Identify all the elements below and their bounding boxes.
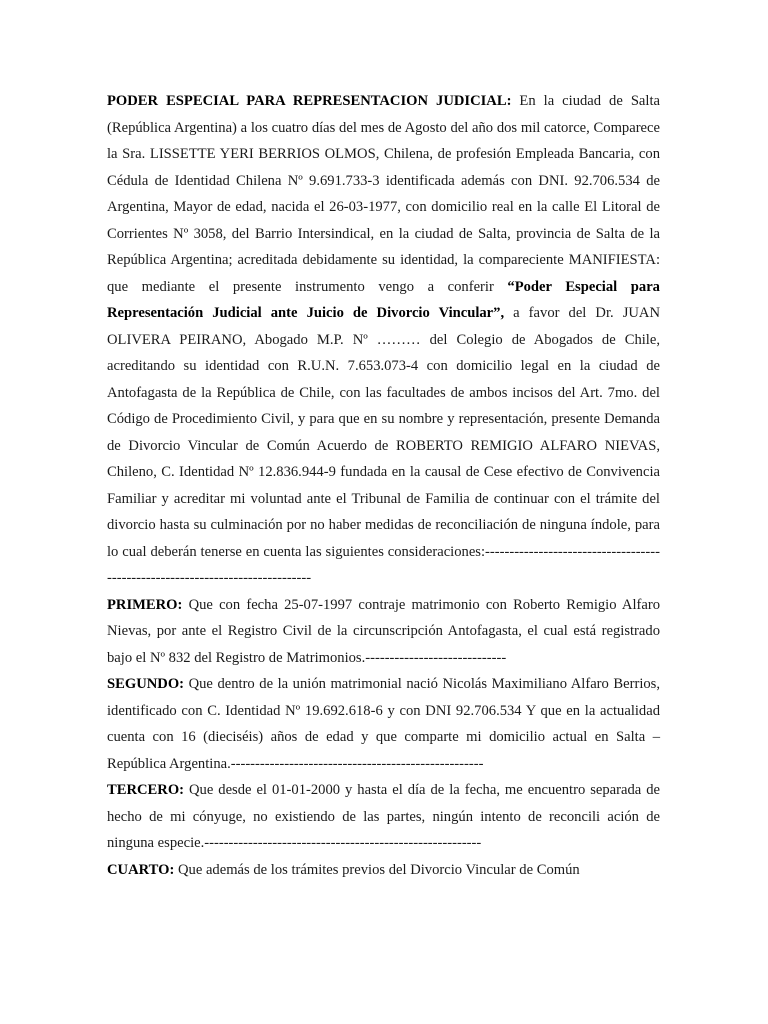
primero-heading: PRIMERO: xyxy=(107,596,183,613)
intro-heading: PODER ESPECIAL PARA REPRESENTACION JUDICIAL: xyxy=(107,93,512,109)
primero-text: Que con fecha 25-07-1997 contraje matrimonio con Roberto Remigio Alfaro Nievas, por ante el Registro Civil de la circunscripción Antofagasta, el cual está registrado bajo el Nº 832 del Registro de Matrimonios.----------------------------- xyxy=(107,596,660,666)
tercero-paragraph xyxy=(107,777,660,857)
tercero-heading: TERCERO: xyxy=(107,782,185,798)
cuarto-paragraph xyxy=(107,857,660,884)
intro-text-1: En la ciudad de Salta (República Argentina) a los cuatro días del mes de Agosto del año dos mil catorce, Comparece la Sra. LISSETTE YERI BERRIOS OLMOS, Chilena, de profesión Empleada Bancaria, con Cédula de Identidad Chilena Nº 9.691.733-3 identificada además con DNI. 92.706.534 de Argentina, Mayor de edad, nacida el 26-03-1977, con domicilio real en la calle El Litoral de Corrientes Nº 3058, del Barrio Intersindical, en la ciudad de Salta, provincia de Salta de la República Argentina; acreditada debidamente su identidad, la compareciente MANIFIESTA: que mediante el presente instrumento vengo a conferir xyxy=(107,93,660,295)
cuarto-heading: CUARTO: xyxy=(107,861,175,878)
primero-paragraph xyxy=(107,592,660,672)
tercero-text: Que desde el 01-01-2000 y hasta el día de la fecha, me encuentro separada de hecho de mi cónyuge, no existiendo de las partes, ningún intento de reconcili ación de ninguna especie.--------------------------------------------------------- xyxy=(107,782,660,851)
segundo-text: Que dentro de la unión matrimonial nació Nicolás Maximiliano Alfaro Berrios, identificado con C. Identidad Nº 19.692.618-6 y con DNI 92.706.534 Y que en la actualidad cuenta con 16 (dieciséis) años de edad y que comparte mi domicilio actual en Salta – República Argentina.---------------------------------------------------- xyxy=(107,676,660,772)
document-body xyxy=(107,88,660,883)
segundo-paragraph xyxy=(107,671,660,777)
segundo-heading: SEGUNDO: xyxy=(107,676,185,692)
intro-text-2: a favor del Dr. JUAN OLIVERA PEIRANO, Abogado M.P. Nº ……… del Colegio de Abogados de Chile, acreditando su identidad con R.U.N. 7.653.073-4 con domicilio legal en la ciudad de Antofagasta de la República de Chile, con las facultades de ambos incisos del Art. 7mo. del Código de Procedimiento Civil, y para que en su nombre y representación, presente Demanda de Divorcio Vincular de Común Acuerdo de ROBERTO REMIGIO ALFARO NIEVAS, Chileno, C. Identidad Nº 12.836.944-9 fundada en la causal de Cese efectivo de Convivencia Familiar y acreditar mi voluntad ante el Tribunal de Familia de continuar con el trámite del divorcio hasta su culminación por no haber medidas de reconciliación de ninguna índole, para lo cual deberán tenerse en cuenta las siguientes consideraciones:------------------------------------------------------------------------------ xyxy=(107,305,660,586)
intro-bold-title: “Poder Especial para Representación Judicial ante Juicio de Divorcio Vincular”, xyxy=(107,278,660,321)
intro-paragraph xyxy=(107,88,660,592)
cuarto-text: Que además de los trámites previos del Divorcio Vincular de Común xyxy=(174,861,580,878)
